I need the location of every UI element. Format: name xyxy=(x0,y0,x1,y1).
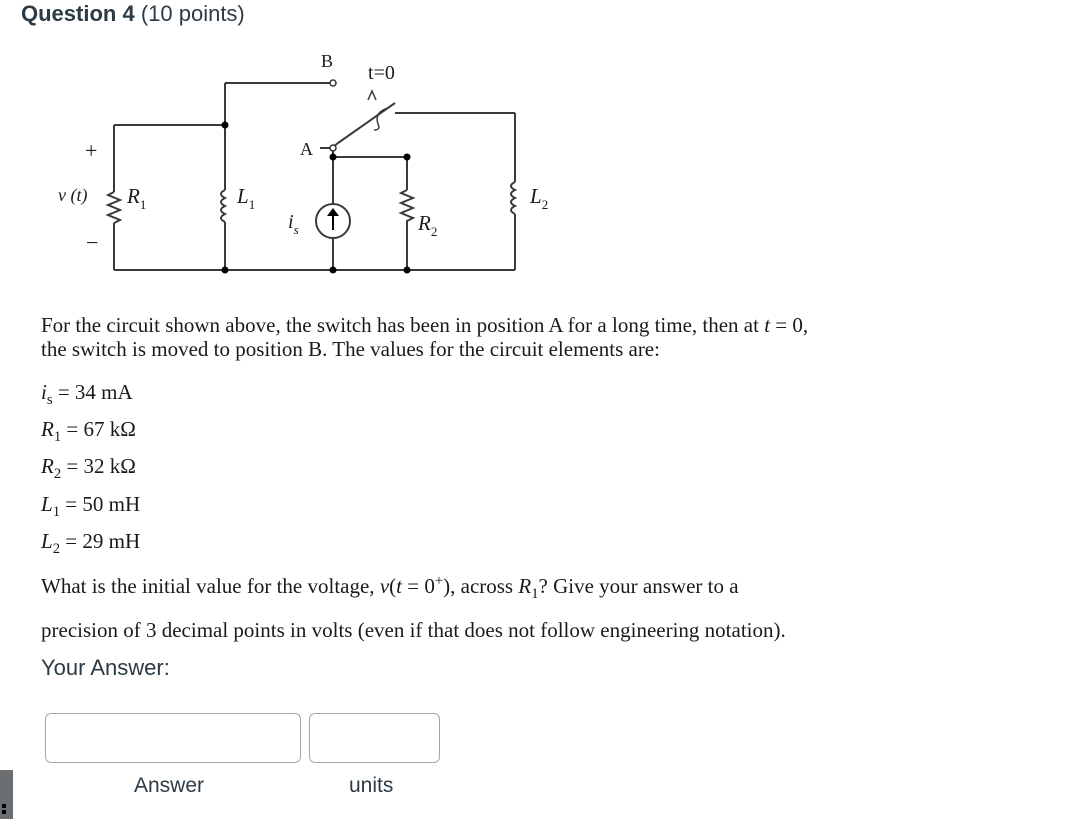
svg-text:R2 xyxy=(417,211,437,239)
side-panel-toggle[interactable] xyxy=(0,770,13,819)
label-R1-sub: 1 xyxy=(139,197,147,212)
your-answer-heading: Your Answer: xyxy=(41,655,170,680)
label-is: i xyxy=(288,211,294,233)
label-v: v (t) xyxy=(58,185,88,205)
label-t: t xyxy=(368,62,374,84)
question-points: (10 points) xyxy=(140,1,245,26)
svg-text:L1 xyxy=(236,184,255,212)
label-L2-sub: 2 xyxy=(541,197,549,212)
value-L1: $L_1 = 50$ mH xyxy=(41,491,141,520)
svg-text:R1 xyxy=(126,184,146,212)
label-L1: L xyxy=(237,184,249,208)
problem-statement: For the circuit shown above, the switch has been in position A for a long time, then at t = 0, the switch is moved to position B. The values for the circuit elements are: xyxy=(41,313,809,361)
value-L2: $L_2 = 29$ mH xyxy=(41,528,141,557)
value-R2: $R_2 = 32$ kΩ xyxy=(41,454,136,483)
svg-text:L2 xyxy=(529,184,548,212)
label-L1-sub: 1 xyxy=(248,197,256,212)
label-A: A xyxy=(300,139,313,159)
grip-icon xyxy=(2,804,6,808)
label-R2: R xyxy=(418,211,431,235)
question-title: Question 4 xyxy=(21,1,135,26)
label-plus: + xyxy=(85,138,98,163)
label-R2-sub: 2 xyxy=(430,224,438,239)
answer-label: Answer xyxy=(134,774,205,797)
svg-text:t=0 xyxy=(368,62,395,84)
circuit-diagram xyxy=(0,0,1067,300)
svg-text:is xyxy=(288,211,299,237)
value-R1: $R_1 = 67$ kΩ xyxy=(41,417,136,446)
label-t-eq: =0 xyxy=(373,62,395,84)
label-L2: L xyxy=(530,184,542,208)
element-values xyxy=(41,378,140,564)
answer-input[interactable] xyxy=(45,713,301,763)
question-prompt: What is the initial value for the voltage, v(t = 0+), across $R_1$? Give your answer to a precision of 3 decimal points in volts (even if that does not follow engineering notation). xyxy=(41,573,786,643)
label-R1: R xyxy=(127,184,140,208)
label-is-sub: s xyxy=(293,222,299,237)
value-is: $i_s = 34$ mA xyxy=(41,380,133,409)
units-label: units xyxy=(349,774,394,797)
label-minus: − xyxy=(86,230,99,255)
label-B: B xyxy=(321,51,334,71)
units-input[interactable] xyxy=(309,713,440,763)
